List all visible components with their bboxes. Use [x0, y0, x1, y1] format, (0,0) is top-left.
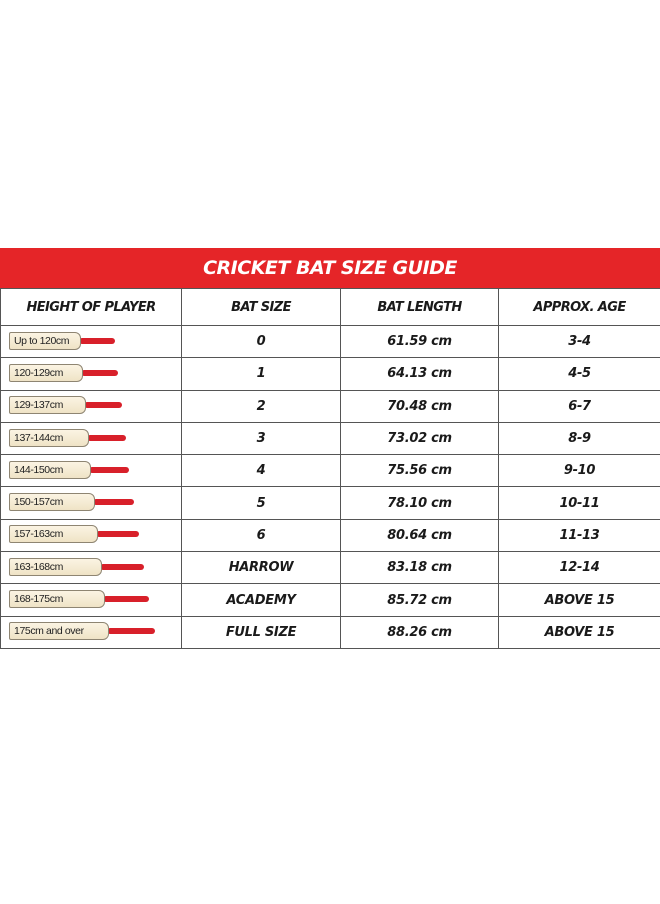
- header-approx-age: APPROX. AGE: [499, 289, 660, 326]
- height-cell: [1, 584, 182, 616]
- approx-age-cell: 12-14: [499, 552, 660, 584]
- approx-age-cell: 8-9: [499, 422, 660, 454]
- bat-handle: [93, 499, 134, 505]
- bat-handle: [81, 370, 118, 376]
- size-guide: [0, 248, 660, 649]
- height-label: 163-168cm: [9, 558, 102, 576]
- bat-handle: [89, 467, 129, 473]
- table-row: [1, 519, 660, 551]
- bat-length-cell: 83.18 cm: [341, 552, 499, 584]
- bat-length-cell: 78.10 cm: [341, 487, 499, 519]
- table-row: [1, 326, 660, 358]
- cricket-bat-icon: [9, 493, 134, 513]
- height-cell: [1, 455, 182, 487]
- bat-length-cell: 88.26 cm: [341, 616, 499, 648]
- height-cell: [1, 552, 182, 584]
- height-label: 175cm and over: [9, 622, 109, 640]
- bat-handle: [96, 531, 139, 537]
- bat-handle: [84, 402, 122, 408]
- height-cell: [1, 616, 182, 648]
- height-label: 168-175cm: [9, 590, 105, 608]
- height-label: Up to 120cm: [9, 332, 81, 350]
- cricket-bat-icon: [9, 558, 144, 578]
- header-height: HEIGHT OF PLAYER: [1, 289, 182, 326]
- cricket-bat-icon: [9, 622, 155, 642]
- approx-age-cell: 6-7: [499, 390, 660, 422]
- header-bat-length: BAT LENGTH: [341, 289, 499, 326]
- cricket-bat-icon: [9, 590, 149, 610]
- bat-length-cell: 85.72 cm: [341, 584, 499, 616]
- table-row: [1, 422, 660, 454]
- table-row: [1, 552, 660, 584]
- bat-length-cell: 75.56 cm: [341, 455, 499, 487]
- bat-length-cell: 64.13 cm: [341, 358, 499, 390]
- table-row: [1, 358, 660, 390]
- bat-size-cell: 6: [182, 519, 341, 551]
- cricket-bat-icon: [9, 396, 122, 416]
- header-bat-size: BAT SIZE: [182, 289, 341, 326]
- bat-size-cell: ACADEMY: [182, 584, 341, 616]
- height-label: 144-150cm: [9, 461, 91, 479]
- height-cell: [1, 487, 182, 519]
- bat-length-cell: 70.48 cm: [341, 390, 499, 422]
- height-label: 150-157cm: [9, 493, 95, 511]
- bat-size-cell: 3: [182, 422, 341, 454]
- cricket-bat-icon: [9, 364, 118, 384]
- approx-age-cell: 4-5: [499, 358, 660, 390]
- header-row: [1, 289, 660, 326]
- cricket-bat-icon: [9, 525, 139, 545]
- height-label: 137-144cm: [9, 429, 89, 447]
- bat-size-cell: 0: [182, 326, 341, 358]
- cricket-bat-icon: [9, 332, 115, 352]
- table-row: [1, 616, 660, 648]
- guide-title: CRICKET BAT SIZE GUIDE: [0, 248, 660, 288]
- cricket-bat-icon: [9, 429, 126, 449]
- approx-age-cell: 10-11: [499, 487, 660, 519]
- bat-size-cell: 1: [182, 358, 341, 390]
- table-row: [1, 455, 660, 487]
- bat-size-cell: 4: [182, 455, 341, 487]
- height-cell: [1, 390, 182, 422]
- height-label: 157-163cm: [9, 525, 98, 543]
- bat-handle: [87, 435, 126, 441]
- bat-length-cell: 80.64 cm: [341, 519, 499, 551]
- bat-length-cell: 61.59 cm: [341, 326, 499, 358]
- height-cell: [1, 326, 182, 358]
- bat-size-cell: HARROW: [182, 552, 341, 584]
- bat-handle: [107, 628, 155, 634]
- approx-age-cell: ABOVE 15: [499, 616, 660, 648]
- approx-age-cell: ABOVE 15: [499, 584, 660, 616]
- table-row: [1, 390, 660, 422]
- bat-handle: [103, 596, 149, 602]
- height-cell: [1, 519, 182, 551]
- approx-age-cell: 9-10: [499, 455, 660, 487]
- bat-handle: [100, 564, 144, 570]
- bat-size-cell: 5: [182, 487, 341, 519]
- approx-age-cell: 3-4: [499, 326, 660, 358]
- table-row: [1, 487, 660, 519]
- bat-handle: [79, 338, 115, 344]
- height-cell: [1, 422, 182, 454]
- height-cell: [1, 358, 182, 390]
- height-label: 129-137cm: [9, 396, 86, 414]
- bat-length-cell: 73.02 cm: [341, 422, 499, 454]
- bat-size-cell: FULL SIZE: [182, 616, 341, 648]
- cricket-bat-icon: [9, 461, 129, 481]
- table-row: [1, 584, 660, 616]
- approx-age-cell: 11-13: [499, 519, 660, 551]
- size-table: [0, 288, 660, 649]
- height-label: 120-129cm: [9, 364, 83, 382]
- bat-size-cell: 2: [182, 390, 341, 422]
